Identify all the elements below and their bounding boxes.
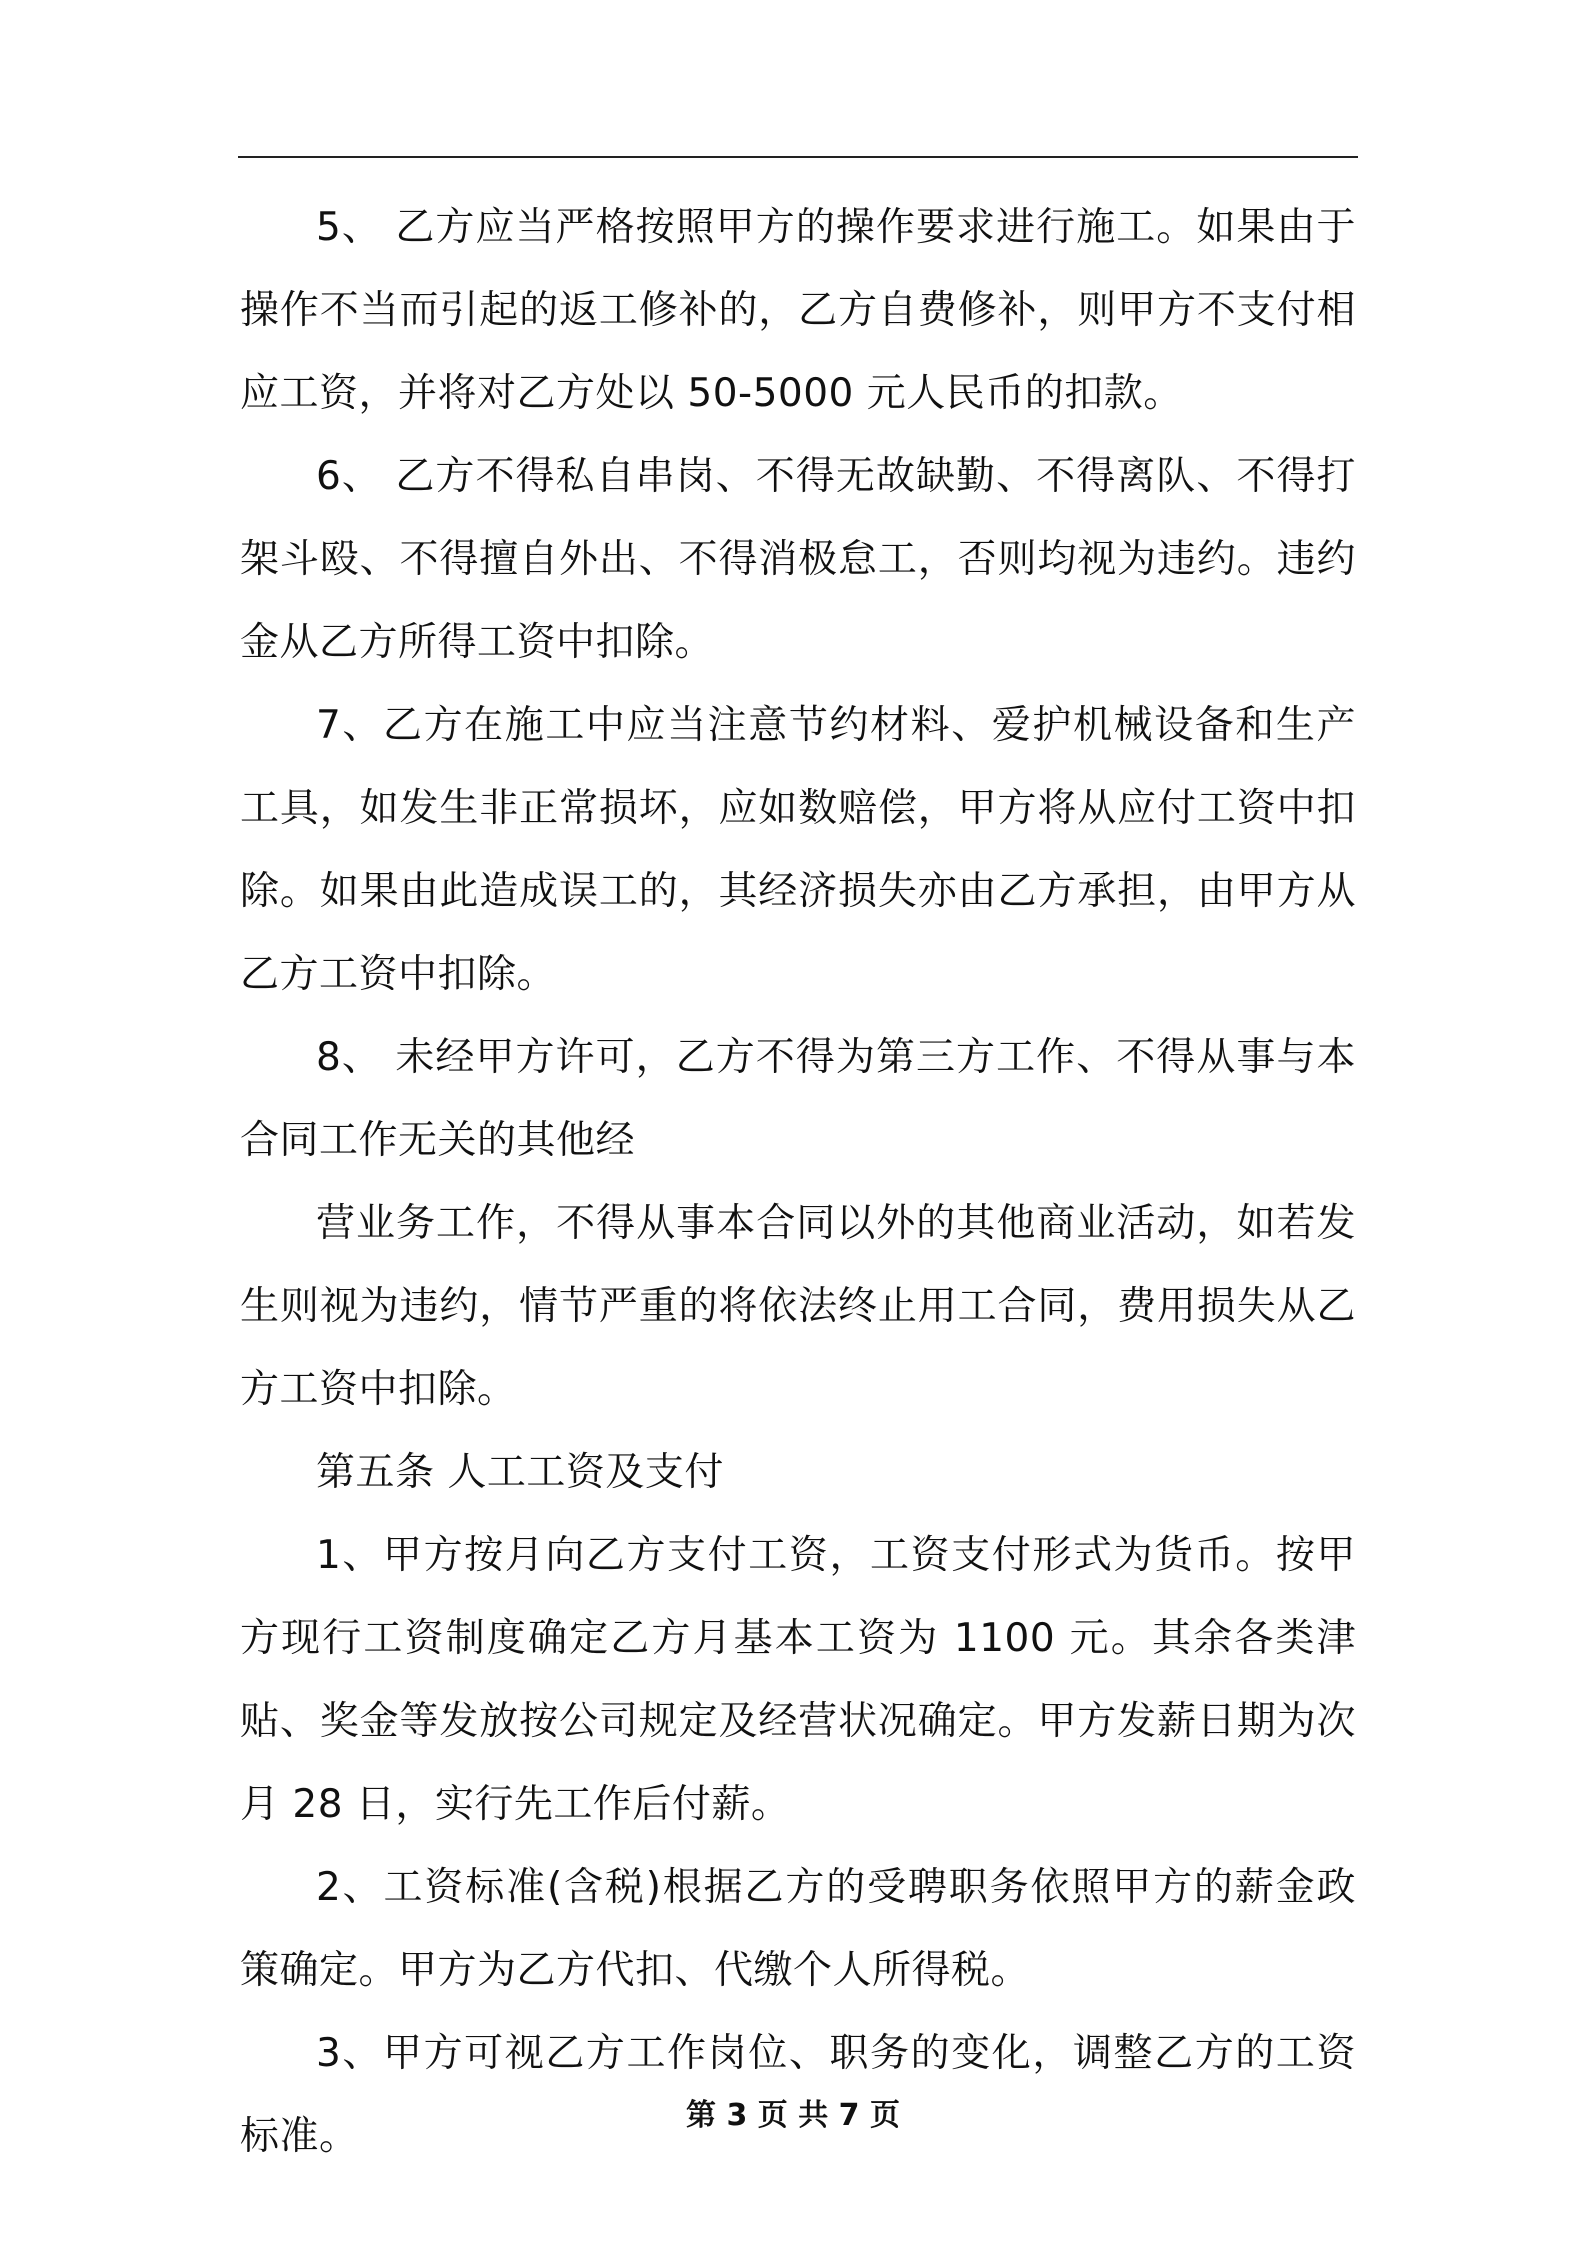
page-number-footer: 第 3 页 共 7 页 [686, 2098, 900, 2133]
paragraph-wage-2: 2、工资标准(含税)根据乙方的受聘职务依照甲方的薪金政策确定。甲方为乙方代扣、代缴个人所得税。 [240, 1865, 1356, 1993]
document-body [240, 186, 1356, 2178]
paragraph-wage-3: 3、甲方可视乙方工作岗位、职务的变化，调整乙方的工资标准。 [240, 2031, 1356, 2159]
paragraph-clause-8: 8、 未经甲方许可，乙方不得为第三方工作、不得从事与本合同工作无关的其他经 [240, 1035, 1356, 1163]
paragraph-clause-6: 6、 乙方不得私自串岗、不得无故缺勤、不得离队、不得打架斗殴、不得擅自外出、不得消极怠工，否则均视为违约。违约金从乙方所得工资中扣除。 [240, 454, 1356, 665]
paragraph-wage-1: 1、甲方按月向乙方支付工资，工资支付形式为货币。按甲方现行工资制度确定乙方月基本工资为 1100 元。其余各类津贴、奖金等发放按公司规定及经营状况确定。甲方发薪日期为次月 28 日，实行先工作后付薪。 [240, 1533, 1356, 1827]
paragraph-clause-8-continued: 营业务工作，不得从事本合同以外的其他商业活动，如若发生则视为违约，情节严重的将依法终止用工合同，费用损失从乙方工资中扣除。 [240, 1201, 1356, 1412]
section-heading-article-5: 第五条 人工工资及支付 [316, 1450, 724, 1495]
paragraph-clause-5: 5、 乙方应当严格按照甲方的操作要求进行施工。如果由于操作不当而引起的返工修补的，乙方自费修补，则甲方不支付相应工资，并将对乙方处以 50-5000 元人民币的扣款。 [240, 205, 1356, 416]
paragraph-clause-7: 7、乙方在施工中应当注意节约材料、爱护机械设备和生产工具，如发生非正常损坏，应如数赔偿，甲方将从应付工资中扣除。如果由此造成误工的，其经济损失亦由乙方承担，由甲方从乙方工资中扣除。 [240, 703, 1356, 997]
header-rule [238, 156, 1358, 158]
